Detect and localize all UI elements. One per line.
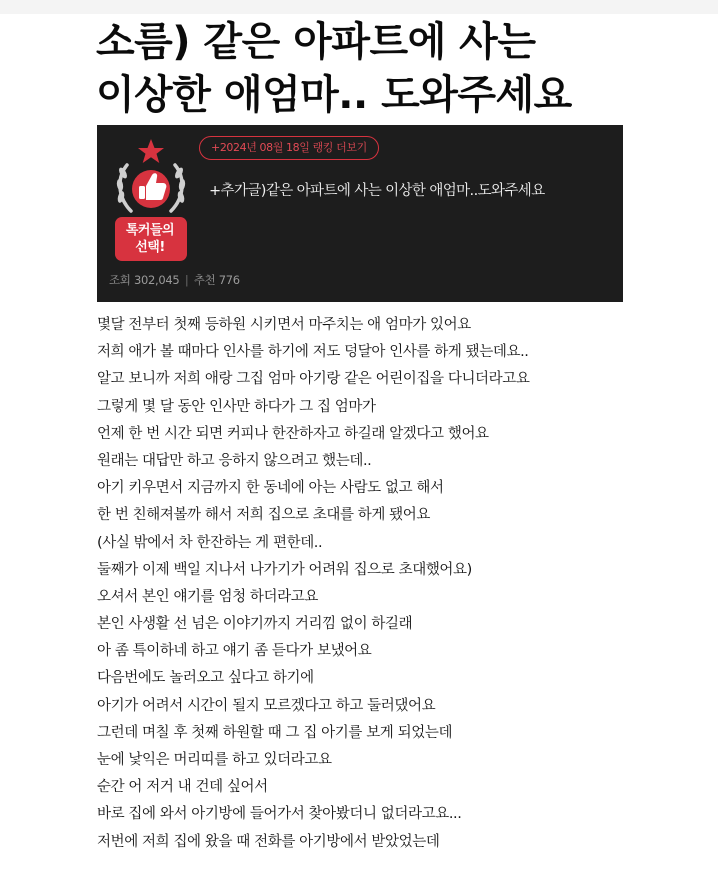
ranking-more-link[interactable]: +2024년 08월 18일 랭킹 더보기 bbox=[199, 136, 379, 160]
top-strip bbox=[0, 0, 718, 14]
body-line: 그렇게 몇 달 동안 인사만 하다가 그 집 엄마가 bbox=[97, 398, 376, 415]
post-title-line-2: 이상한 애엄마.. 도와주세요 bbox=[96, 72, 572, 118]
body-line: 본인 사생활 선 넘은 이야기까지 거리낌 없이 하길래 bbox=[97, 616, 413, 633]
body-line: 순간 어 저거 내 건데 싶어서 bbox=[97, 779, 268, 796]
badge-label bbox=[115, 222, 185, 256]
body-line: 다음번에도 놀러오고 싶다고 하기에 bbox=[97, 670, 314, 687]
stats-separator: | bbox=[184, 273, 189, 287]
card-heading[interactable]: +추가글)같은 아파트에 사는 이상한 애엄마..도와주세요 bbox=[209, 183, 545, 199]
body-line: (사실 밖에서 차 한잔하는 게 편한데.. bbox=[97, 534, 323, 551]
body-line: 오셔서 본인 얘기를 엄청 하더라고요 bbox=[97, 588, 318, 605]
body-line: 그런데 며칠 후 첫째 하원할 때 그 집 아기를 보게 되었는데 bbox=[97, 724, 453, 741]
body-line: 아기 키우면서 지금까지 한 동네에 아는 사람도 없고 해서 bbox=[97, 480, 444, 497]
body-line: 한 번 친해져볼까 해서 저희 집으로 초대를 하게 됐어요 bbox=[97, 507, 431, 524]
recommend-label: 추천 bbox=[193, 273, 216, 287]
body-line: 아기가 어려서 시간이 될지 모르겠다고 하고 둘러댔어요 bbox=[97, 697, 436, 714]
body-line: 둘째가 이제 백일 지나서 나가기가 어려워 집으로 초대했어요) bbox=[97, 561, 472, 578]
body-line: 저희 애가 볼 때마다 인사를 하기에 저도 덩달아 인사를 하게 됐는데요.. bbox=[97, 344, 529, 361]
recommend-count: 776 bbox=[218, 273, 240, 287]
body-line: 알고 보니까 저희 애랑 그집 엄마 아기랑 같은 어린이집을 다니더라고요 bbox=[97, 371, 530, 388]
star-icon bbox=[138, 139, 164, 163]
views-label: 조회 bbox=[109, 273, 131, 287]
thumbs-up-icon bbox=[132, 170, 170, 208]
badge-label-line-1: 톡커들의 bbox=[125, 223, 175, 238]
body-line: 원래는 대답만 하고 응하지 않으려고 했는데.. bbox=[97, 452, 372, 469]
body-line: 바로 집에 와서 아기방에 들어가서 찾아봤더니 없더라고요... bbox=[97, 806, 462, 823]
badge-label-line-2: 선택! bbox=[135, 240, 165, 255]
body-line: 아 좀 특이하네 하고 얘기 좀 듣다가 보냈어요 bbox=[97, 643, 372, 660]
views-count: 302,045 bbox=[133, 273, 180, 287]
body-line: 몇달 전부터 첫째 등하원 시키면서 마주치는 애 엄마가 있어요 bbox=[97, 317, 471, 333]
post-body bbox=[97, 312, 697, 856]
body-line: 저번에 저희 집에 왔을 때 전화를 아기방에서 받았었는데 bbox=[97, 833, 440, 850]
body-line: 언제 한 번 시간 되면 커피나 한잔하자고 하길래 알겠다고 했어요 bbox=[97, 425, 489, 442]
ranking-card[interactable] bbox=[97, 125, 623, 302]
post-title bbox=[96, 16, 656, 122]
body-line: 눈에 낯익은 머리띠를 하고 있더라고요 bbox=[97, 752, 332, 768]
post-title-line-1: 소름) 같은 아파트에 사는 bbox=[96, 19, 536, 65]
post-stats bbox=[109, 272, 240, 288]
